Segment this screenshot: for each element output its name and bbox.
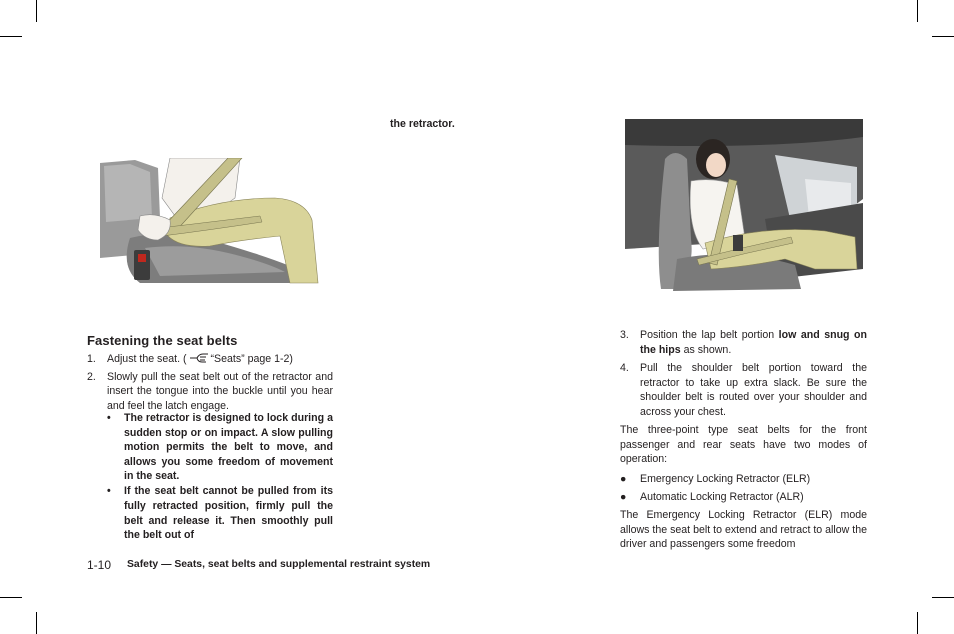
- bullet-dot: ●: [620, 473, 627, 485]
- steps-right: [620, 328, 867, 420]
- section-heading: Fastening the seat belts: [87, 333, 238, 348]
- bullet-item: [107, 484, 333, 542]
- step-emphasis: low and snug on the hips: [640, 329, 867, 356]
- paragraph-elr: The Emergency Locking Retractor (ELR) mode allows the seat belt to extend and retract to allow the driver and passengers some freedom: [620, 509, 867, 551]
- step-reference: “Seats” page 1-2): [210, 353, 293, 365]
- crop-mark: [36, 0, 37, 22]
- step-text: Slowly pull the seat belt out of the retractor and insert the tongue into the buckle until you hear and feel the latch engage.: [107, 370, 333, 412]
- step-text: Position the lap belt portion: [640, 329, 779, 341]
- step-text: Adjust the seat. (: [107, 353, 187, 365]
- step-number: 4.: [620, 362, 629, 375]
- crop-mark: [932, 36, 954, 37]
- bullet-text: The retractor is designed to lock during a sudden stop or on impact. A slow pulling motion permits the belt to move, and allows you some freedom of movement in the seat.: [124, 412, 333, 483]
- bullet-dot: •: [107, 412, 111, 424]
- crop-mark: [917, 612, 918, 634]
- step-item: [620, 328, 867, 357]
- step-number: 3.: [620, 329, 629, 341]
- mode-item: [620, 490, 867, 505]
- modes-list: [620, 472, 867, 505]
- step-item: [620, 361, 867, 419]
- crop-mark: [36, 612, 37, 634]
- see-reference-hand-icon: [189, 352, 209, 369]
- mode-text: Automatic Locking Retractor (ALR): [640, 491, 804, 504]
- illustration-buckle: [100, 158, 320, 286]
- top-caption: the retractor.: [390, 118, 455, 130]
- step-number: 2.: [87, 370, 96, 383]
- crop-mark: [0, 597, 22, 598]
- bullet-dot: •: [107, 485, 111, 498]
- bullet-dot: ●: [620, 491, 627, 504]
- step-text-end: as shown.: [680, 343, 732, 356]
- page-number: 1-10: [87, 558, 112, 572]
- section-footer-title: Safety — Seats, seat belts and supplemental restraint system: [127, 559, 431, 570]
- crop-mark: [0, 36, 22, 37]
- crop-mark: [917, 0, 918, 22]
- step-number: 1.: [87, 353, 96, 365]
- mode-item: [620, 472, 867, 487]
- bullets-left: [107, 411, 333, 543]
- illustration-seated-passenger: [625, 119, 865, 297]
- step-text: Pull the shoulder belt portion toward the retractor to take up extra slack. Be sure the shoulder belt is routed over your shoulder and across your chest.: [640, 362, 867, 418]
- bullet-item: [107, 411, 333, 484]
- paragraph-modes: The three-point type seat belts for the front passenger and rear seats have two modes of operation:: [620, 424, 867, 466]
- bullet-text: If the seat belt cannot be pulled from its fully retracted position, firmly pull the belt and release it. Then smoothly pull the belt out of: [124, 485, 333, 542]
- step-item: [87, 370, 333, 414]
- steps-left: [87, 352, 333, 413]
- crop-mark: [932, 597, 954, 598]
- mode-text: Emergency Locking Retractor (ELR): [640, 473, 811, 485]
- step-item: [87, 352, 333, 369]
